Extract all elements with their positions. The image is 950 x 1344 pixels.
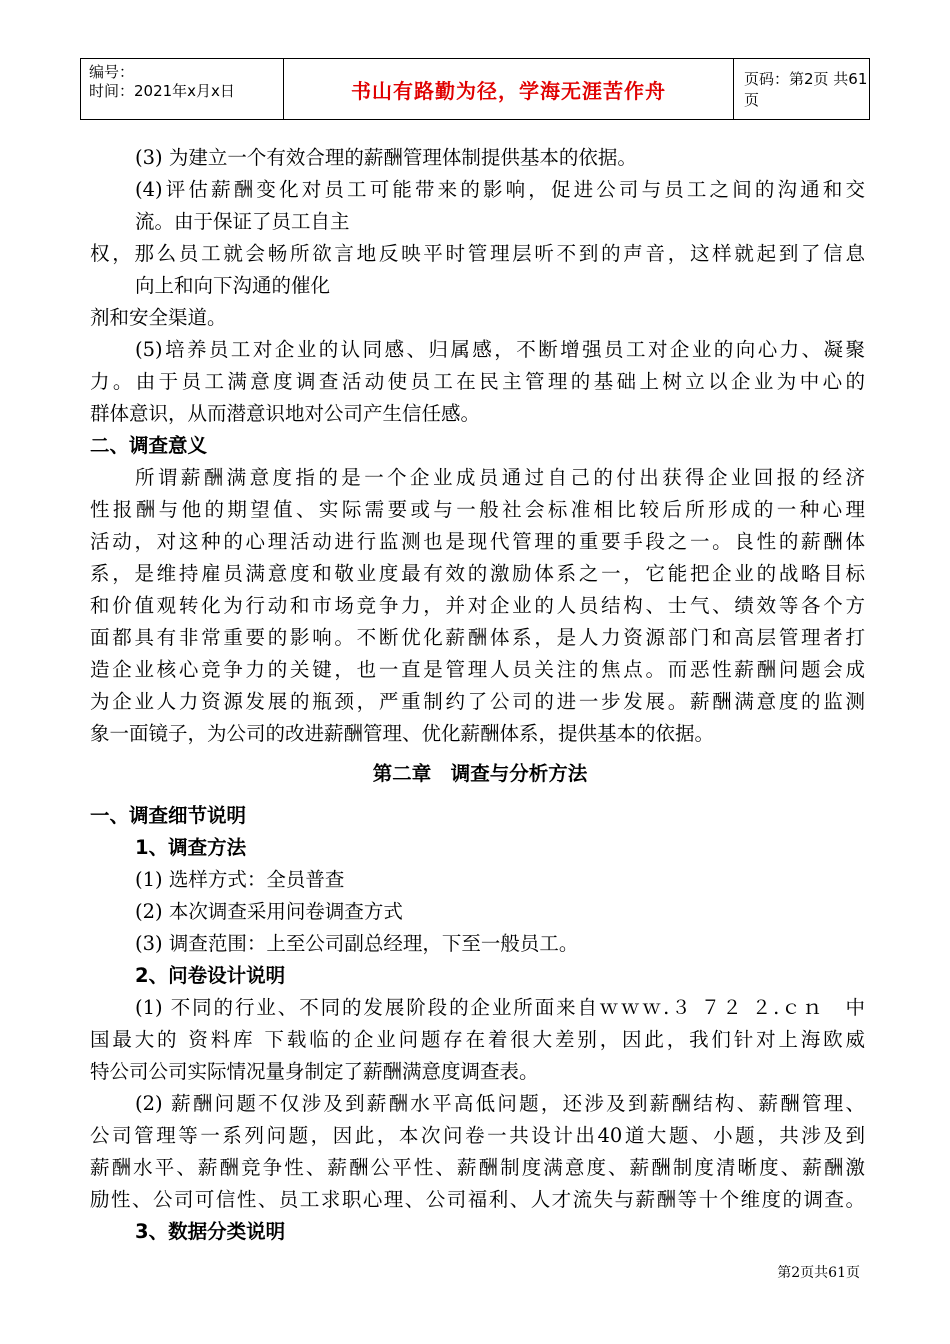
paragraph-line: 象一面镜子，为公司的改进薪酬管理、优化薪酬体系，提供基本的依据。 bbox=[90, 722, 715, 745]
header-page-cell bbox=[734, 59, 871, 119]
paragraph-line: (1) 不同的行业、不同的发展阶段的企业所面来自ｗｗｗ.３ ７２ ２.ｃｎ 中 bbox=[135, 996, 865, 1019]
paragraph-line: 活动，对这种的心理活动进行监测也是现代管理的重要手段之一。良性的薪酬体 bbox=[90, 530, 865, 553]
header-meta-cell bbox=[81, 59, 284, 119]
page-footer: 第2页共61页 bbox=[777, 1265, 860, 1281]
paragraph-line: 特公司公司实际情况量身制定了薪酬满意度调查表。 bbox=[90, 1060, 539, 1083]
paragraph-line: (2) 薪酬问题不仅涉及到薪酬水平高低问题，还涉及到薪酬结构、薪酬管理、 bbox=[135, 1092, 865, 1115]
paragraph-line: 和价值观转化为行动和市场竞争力，并对企业的人员结构、士气、绩效等各个方 bbox=[90, 594, 865, 617]
number-label: 编号： bbox=[89, 63, 135, 81]
paragraph-line: 群体意识，从而潜意识地对公司产生信任感。 bbox=[90, 402, 481, 425]
paragraph-line: (2) 本次调查采用问卷调查方式 bbox=[135, 900, 403, 923]
paragraph-line: (3) 为建立一个有效合理的薪酬管理体制提供基本的依据。 bbox=[135, 146, 637, 169]
paragraph-line: (3) 调查范围：上至公司副总经理，下至一般员工。 bbox=[135, 932, 579, 955]
subsection-heading: 1、调查方法 bbox=[135, 836, 247, 859]
chapter-title: 第二章 调查与分析方法 bbox=[372, 762, 588, 785]
subsection-heading: 3、数据分类说明 bbox=[135, 1220, 286, 1243]
paragraph-line: 为企业人力资源发展的瓶颈，严重制约了公司的进一步发展。薪酬满意度的监测 bbox=[90, 690, 865, 713]
paragraph-line: (5)培养员工对企业的认同感、归属感，不断增强员工对企业的向心力、凝聚 bbox=[135, 338, 865, 361]
section-heading: 一、调查细节说明 bbox=[90, 804, 247, 827]
paragraph-line: 所谓薪酬满意度指的是一个企业成员通过自己的付出获得企业回报的经济 bbox=[135, 466, 865, 489]
paragraph-line: (4)评估薪酬变化对员工可能带来的影响，促进公司与员工之间的沟通和交 bbox=[135, 178, 865, 201]
paragraph-line: 向上和向下沟通的催化 bbox=[135, 274, 331, 297]
header-table bbox=[80, 58, 870, 120]
paragraph-line: 国最大的 资料库 下载临的企业问题存在着很大差别，因此，我们针对上海欧威 bbox=[90, 1028, 865, 1051]
paragraph-line: 力。由于员工满意度调查活动使员工在民主管理的基础上树立以企业为中心的 bbox=[90, 370, 865, 393]
paragraph-line: 系，是维持雇员满意度和敬业度最有效的激励体系之一，它能把企业的战略目标 bbox=[90, 562, 865, 585]
paragraph-line: 面都具有非常重要的影响。不断优化薪酬体系，是人力资源部门和高层管理者打 bbox=[90, 626, 865, 649]
paragraph-line: 流。由于保证了员工自主 bbox=[135, 210, 350, 233]
subsection-heading: 2、问卷设计说明 bbox=[135, 964, 286, 987]
paragraph-line: 剂和安全渠道。 bbox=[90, 306, 227, 329]
paragraph-line: (1) 选样方式：全员普查 bbox=[135, 868, 345, 891]
motto-text: 书山有路勤为径，学海无涯苦作舟 bbox=[351, 78, 666, 103]
paragraph-line: 公司管理等一系列问题，因此，本次问卷一共设计出40道大题、小题，共涉及到 bbox=[90, 1124, 865, 1147]
time-label: 时间：2021年x月x日 bbox=[89, 82, 235, 100]
paragraph-line: 性报酬与他的期望值、实际需要或与一般社会标准相比较后所形成的一种心理 bbox=[90, 498, 865, 521]
paragraph-line: 造企业核心竞争力的关键，也一直是管理人员关注的焦点。而恶性薪酬问题会成 bbox=[90, 658, 865, 681]
header-motto-cell bbox=[284, 59, 734, 119]
page-label: 页码：第2页 共61页 bbox=[744, 70, 868, 109]
paragraph-line: 薪酬水平、薪酬竞争性、薪酬公平性、薪酬制度满意度、薪酬制度清晰度、薪酬激 bbox=[90, 1156, 865, 1179]
paragraph-line: 励性、公司可信性、员工求职心理、公司福利、人才流失与薪酬等十个维度的调查。 bbox=[90, 1188, 865, 1211]
section-heading: 二、调查意义 bbox=[90, 434, 208, 457]
paragraph-line: 权，那么员工就会畅所欲言地反映平时管理层听不到的声音，这样就起到了信息 bbox=[90, 242, 865, 265]
